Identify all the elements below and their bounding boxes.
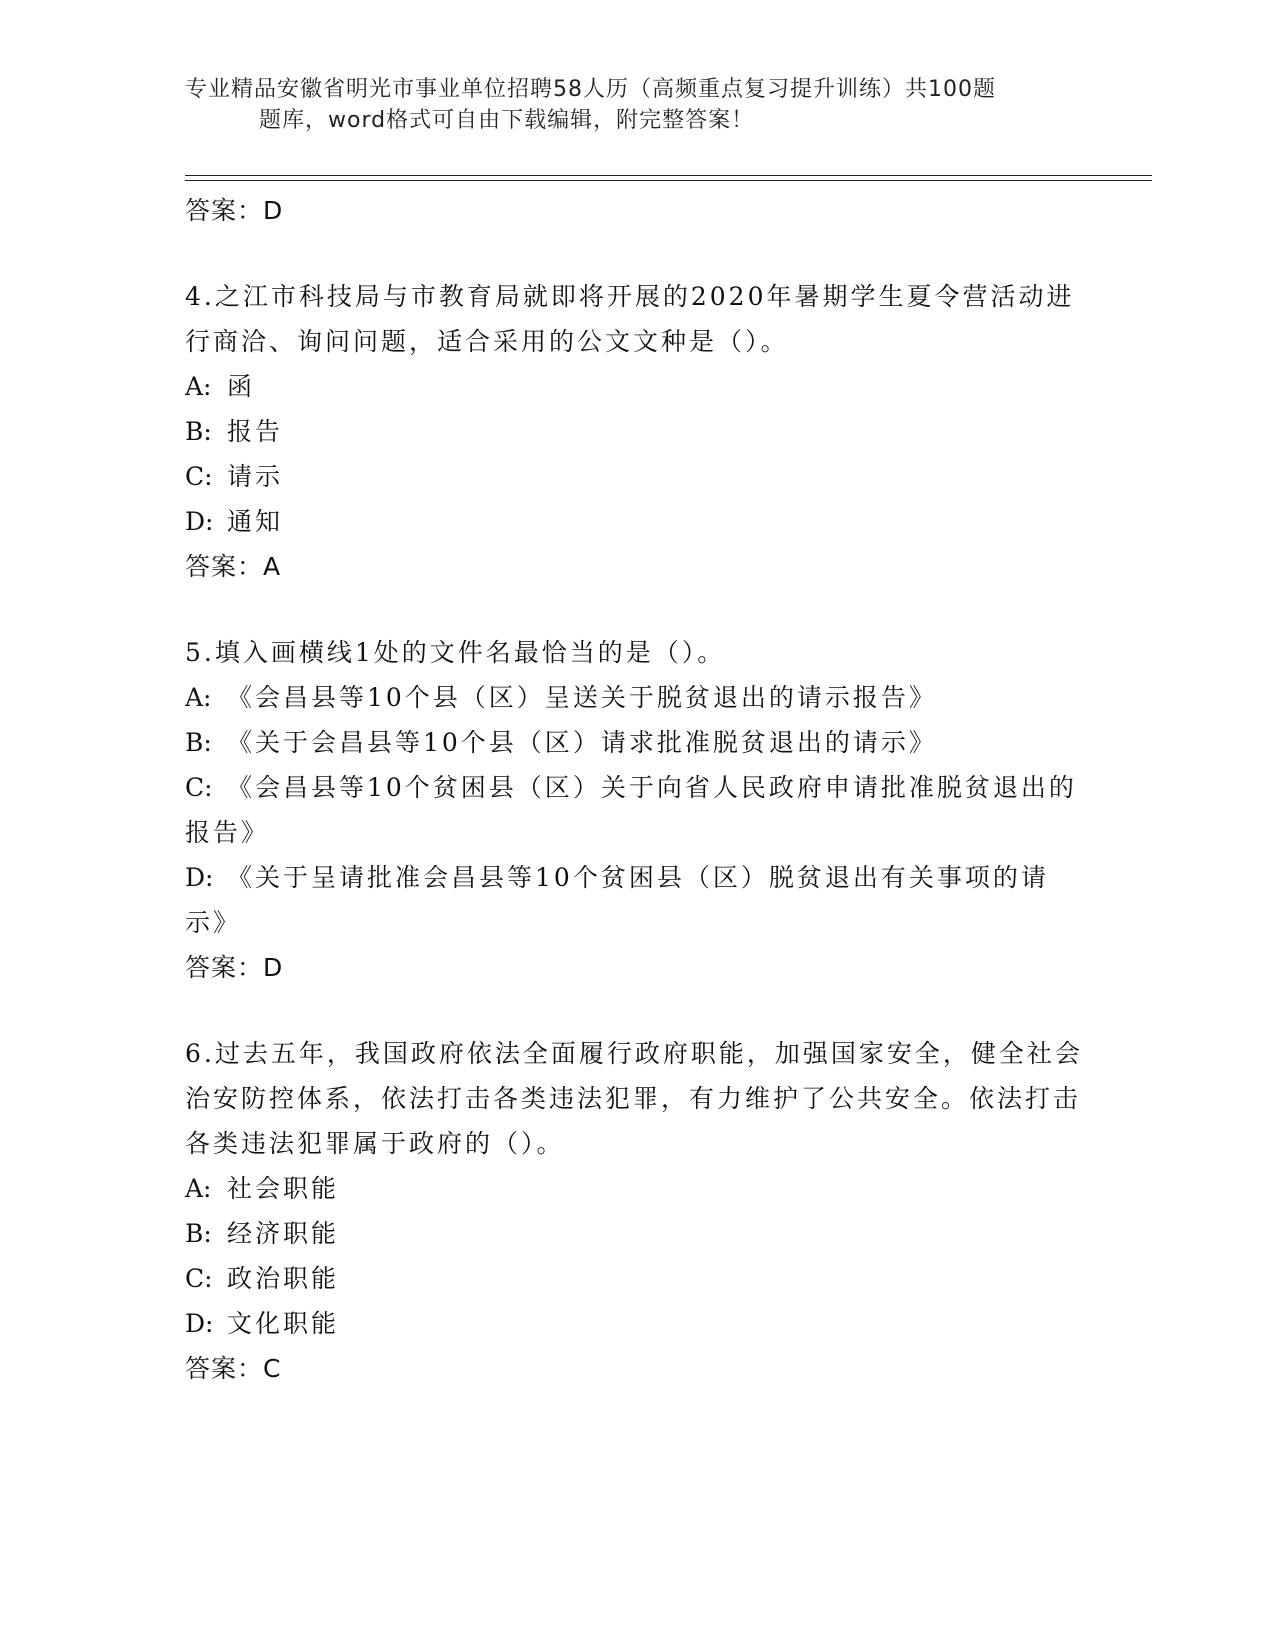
option-letter: A:	[185, 1174, 212, 1203]
header-line-1: 专业精品安徽省明光市事业单位招聘58人历（高频重点复习提升训练）共100题	[185, 77, 996, 102]
option-d	[185, 1301, 1085, 1346]
option-c	[185, 454, 1085, 499]
option-b	[185, 720, 1085, 765]
question-text: 5.填入画横线1处的文件名最恰当的是（）。	[185, 638, 726, 667]
question-text: 4.之江市科技局与市教育局就即将开展的2020年暑期学生夏令营活动进行商洽、询问问题，适合采用的公文文种是（）。	[185, 282, 1075, 356]
option-letter: A:	[185, 372, 212, 401]
option-letter: D:	[185, 863, 214, 892]
option-a	[185, 1166, 1085, 1211]
question-block	[185, 630, 1085, 991]
answer-line: 答案：C	[185, 1354, 282, 1383]
option-letter: D:	[185, 507, 214, 536]
option-text: 函	[227, 372, 256, 401]
option-text: 文化职能	[227, 1309, 340, 1338]
option-text: 政治职能	[227, 1264, 340, 1293]
option-text: 报告	[227, 417, 284, 446]
question-block	[185, 274, 1085, 590]
option-letter: B:	[185, 728, 212, 757]
option-text: 通知	[227, 507, 284, 536]
option-text: 请示	[227, 462, 284, 491]
document-body	[185, 188, 1085, 1392]
option-a	[185, 364, 1085, 409]
document-header	[185, 74, 1085, 136]
option-letter: D:	[185, 1309, 214, 1338]
option-letter: C:	[185, 773, 213, 802]
header-divider-bottom	[185, 180, 1152, 181]
header-divider-top	[185, 175, 1152, 176]
option-d	[185, 499, 1085, 544]
option-b	[185, 409, 1085, 454]
option-text: 《关于会昌县等10个县（区）请求批准脱贫退出的请示》	[227, 728, 937, 757]
option-letter: C:	[185, 462, 213, 491]
option-letter: B:	[185, 417, 212, 446]
option-a	[185, 675, 1085, 720]
question-block	[185, 1031, 1085, 1392]
option-letter: C:	[185, 1264, 213, 1293]
header-line-2: 题库，word格式可自由下载编辑，附完整答案！	[259, 108, 755, 133]
option-d	[185, 855, 1085, 945]
option-text: 《关于呈请批准会昌县等10个贫困县（区）脱贫退出有关事项的请示》	[185, 863, 1049, 937]
option-letter: A:	[185, 683, 212, 712]
option-b	[185, 1211, 1085, 1256]
option-letter: B:	[185, 1219, 212, 1248]
option-text: 经济职能	[227, 1219, 340, 1248]
option-text: 《会昌县等10个贫困县（区）关于向省人民政府申请批准脱贫退出的报告》	[185, 773, 1077, 847]
option-text: 《会昌县等10个县（区）呈送关于脱贫退出的请示报告》	[227, 683, 937, 712]
answer-line: 答案：D	[185, 196, 284, 225]
option-text: 社会职能	[227, 1174, 340, 1203]
question-text: 6.过去五年，我国政府依法全面履行政府职能，加强国家安全，健全社会治安防控体系，依法打击各类违法犯罪，有力维护了公共安全。依法打击各类违法犯罪属于政府的（）。	[185, 1039, 1083, 1158]
option-c	[185, 765, 1085, 855]
option-c	[185, 1256, 1085, 1301]
answer-line: 答案：D	[185, 953, 284, 982]
answer-line: 答案：A	[185, 552, 282, 581]
